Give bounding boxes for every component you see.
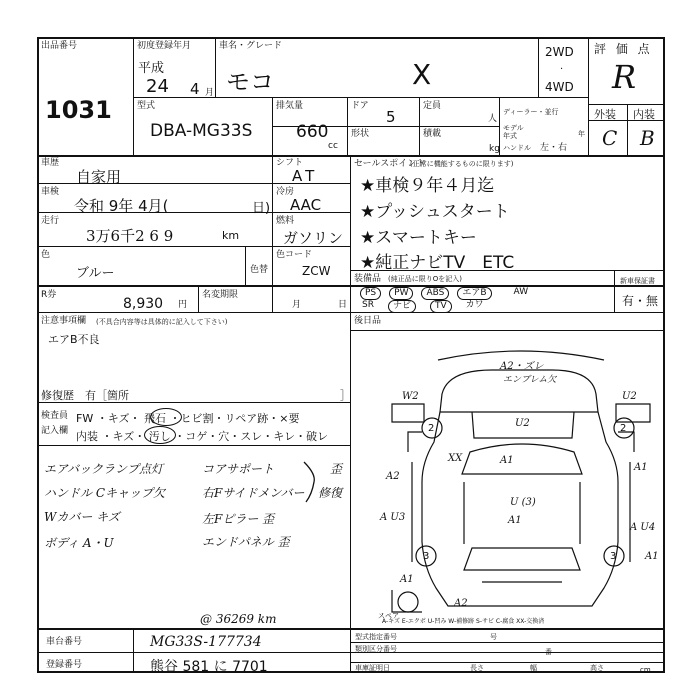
equipment-row-2 — [362, 300, 612, 313]
model-label: 型式 — [137, 101, 156, 111]
score-int-label: 内装 — [633, 108, 655, 121]
dmg-label-1: A2・ズレ — [500, 361, 544, 372]
mileage-unit: km — [222, 229, 240, 242]
reg-year: 24 — [146, 76, 169, 97]
hand-note-3: Wカバー キズ — [44, 510, 120, 524]
dmg-label-3: W2 — [402, 391, 419, 402]
mileage-value: 3万6千2 6 9 — [86, 227, 174, 245]
dmg-label-5: U2 — [515, 418, 530, 429]
capacity-label: 定員 — [423, 101, 442, 111]
chassis-label: 車台番号 — [46, 637, 83, 647]
width-label: 幅 — [530, 664, 537, 672]
dmg-label-12: U (3) — [510, 497, 536, 508]
hand-note-5: コアサポート — [202, 462, 275, 476]
dmg-label-16: 3 — [423, 551, 430, 562]
displacement-unit: cc — [328, 141, 338, 151]
car-name-label: 車名・グレード — [219, 41, 283, 51]
model-value: DBA-MG33S — [150, 121, 253, 141]
drive-4wd: 4WD — [545, 80, 574, 94]
score-ext: C — [602, 126, 618, 150]
notes-note: (不具合内容等は具体的に記入して下さい) — [96, 318, 228, 326]
circle-mark-dirty — [144, 426, 176, 444]
dmg-label-11: A2 — [386, 471, 400, 482]
suffix-go: 号 — [490, 633, 497, 641]
sales-point-2: ★プッシュスタート — [360, 202, 510, 222]
notes-label: 注意事項欄 — [41, 316, 87, 326]
dmg-label-20: A2 — [454, 598, 468, 609]
suffix-ban: 番 — [545, 648, 552, 656]
model-year-label: モデル 年式 — [503, 124, 524, 140]
dmg-label-15: A U4 — [630, 522, 656, 533]
height-label: 高さ — [590, 664, 604, 672]
drive-2wd: 2WD — [545, 45, 574, 59]
diagram-legend: A-キズ E-エクボ U-凹み W-補修跡 S-サビ C-腐食 XX-交換済 — [382, 618, 545, 625]
bracket-mark — [300, 460, 324, 504]
aircon-label: 冷房 — [276, 187, 295, 197]
reg-year-label: 初度登録年月 — [137, 41, 192, 51]
dmg-label-10: A1 — [500, 455, 514, 466]
sales-point-3: ★スマートキー — [360, 228, 477, 248]
fuel-value: ガソリン — [283, 229, 344, 247]
history-label: 車歴 — [41, 158, 60, 168]
chassis-value: MG33S-177734 — [150, 634, 262, 650]
recycle-value: 8,930 — [123, 296, 164, 312]
handle-label: ハンドル — [503, 144, 531, 152]
sales-point-4: ★純正ナビTV ETC — [360, 253, 515, 273]
model-year-unit: 年 — [578, 130, 585, 138]
dmg-label-9: A1 — [634, 462, 648, 473]
hand-note-6: 右Fサイドメンバー — [202, 486, 305, 500]
reg-month-unit: 月 — [205, 88, 215, 98]
dmg-label-13: A U3 — [380, 512, 406, 523]
equip-tv: TV — [430, 300, 452, 313]
dmg-label-18: A1 — [645, 551, 659, 562]
hand-note-1: エアバックランプ点灯 — [44, 462, 164, 476]
equip-sr: SR — [362, 300, 374, 310]
inspection-day: 日) — [252, 201, 271, 216]
equip-leather: カワ — [465, 300, 484, 310]
new-warranty: 有・無 — [622, 294, 659, 308]
inspection-label: 車検 — [41, 187, 60, 197]
odometer-note: @ 36269 km — [200, 612, 277, 626]
score-label: 評 価 点 — [594, 42, 653, 56]
shift-value: AT — [292, 167, 319, 185]
dmg-label-7: 2 — [620, 423, 627, 434]
after-label: 後日品 — [354, 316, 382, 326]
sales-points-note: (正常に機能するものに限ります) — [410, 160, 514, 168]
fuel-label: 燃料 — [276, 216, 295, 226]
color-code-label: 色コード — [276, 250, 313, 260]
doors-value: 5 — [386, 108, 396, 126]
hand-note-2: ハンドル Cキャップ欠 — [44, 486, 165, 500]
color-label: 色 — [41, 250, 51, 260]
mileage-label: 走行 — [41, 216, 60, 226]
inspector-row-2: 内装 ・キズ・ 汚し ・コゲ・穴・スレ・キレ・破レ — [76, 430, 329, 443]
hand-note-7: 左Fピラー 歪 — [202, 512, 275, 526]
hand-note-8: エンドパネル 歪 — [202, 535, 290, 549]
history-value: 自家用 — [76, 168, 122, 186]
reg-month: 4 — [190, 80, 200, 98]
color-change-label: 色替 — [250, 265, 269, 275]
lot-number: 1031 — [45, 96, 112, 124]
inspector-label-2: 記入欄 — [41, 426, 69, 436]
dmg-label-19: A1 — [400, 574, 414, 585]
displacement-label: 排気量 — [276, 101, 304, 111]
unit-cm: cm — [640, 666, 651, 674]
capacity-unit: 人 — [488, 114, 498, 124]
length-label: 長さ — [470, 664, 484, 672]
dmg-label-8: XX — [448, 453, 463, 464]
dmg-label-21: スペア — [378, 612, 399, 620]
class-number-label: 類別区分番号 — [355, 645, 397, 653]
equipment-row-1 — [360, 287, 610, 300]
equip-abs: ABS — [421, 287, 449, 300]
hand-note-10: 修復 — [318, 486, 343, 500]
dmg-label-14: A1 — [508, 515, 522, 526]
hand-note-9: 歪 — [330, 462, 343, 476]
inspector-row-1: FW ・キズ・ 飛石 ・ヒビ割・リペア跡・×要 — [76, 412, 300, 425]
repair-history: 修復歴 有［箇所 — [41, 389, 129, 402]
equip-airbag: エアB — [457, 287, 491, 300]
dmg-label-17: 3 — [610, 551, 617, 562]
inspection-value: 令和 9年 4月( — [74, 197, 169, 215]
dmg-label-6: 2 — [428, 423, 435, 434]
handle-value: 左・右 — [540, 143, 568, 153]
dmg-label-4: U2 — [622, 391, 637, 402]
load-label: 積載 — [423, 129, 442, 139]
equipment-note: (純正品に限りOを記入) — [388, 275, 462, 283]
displacement-value: 660 — [296, 122, 329, 142]
hand-note-4: ボディ A・U — [44, 536, 114, 550]
load-unit: kg — [489, 144, 500, 154]
score-value: R — [612, 58, 637, 96]
plate-value: 熊谷 581 に 7701 — [150, 659, 268, 675]
equip-navi: ナビ — [388, 300, 416, 313]
shape-label: 形状 — [351, 129, 370, 139]
new-warranty-label: 新車保証書 — [620, 277, 655, 285]
score-ext-label: 外装 — [594, 108, 616, 121]
type-designation-label: 型式指定番号 — [355, 633, 397, 641]
car-grade: X — [412, 58, 432, 91]
recycle-label: R券 — [41, 290, 57, 300]
color-value: ブルー — [76, 266, 115, 281]
equipment-label: 装備品 — [354, 274, 382, 284]
equip-pw: PW — [389, 287, 413, 300]
lot-label: 出品番号 — [41, 41, 78, 51]
notes-content: エアB不良 — [48, 333, 100, 346]
sales-points-label: セールスポイント — [354, 159, 426, 169]
dmg-label-2: エンブレム欠 — [503, 375, 557, 385]
garage-cert-label: 車庫証明日 — [355, 664, 390, 672]
equip-aw: AW — [513, 287, 529, 297]
reg-era: 平成 — [138, 61, 165, 76]
deadline-label: 名変期限 — [202, 290, 239, 300]
deadline-month: 月 — [292, 300, 302, 310]
aircon-value: AAC — [290, 196, 322, 214]
equip-ps: PS — [360, 287, 381, 300]
sales-point-1: ★車検９年４月迄 — [360, 176, 495, 196]
plate-label: 登録番号 — [46, 660, 83, 670]
inspector-label-1: 検査員 — [41, 411, 69, 421]
score-int: B — [640, 126, 655, 150]
color-code: ZCW — [302, 264, 331, 278]
doors-label: ドア — [351, 101, 369, 111]
recycle-unit: 円 — [178, 300, 188, 310]
circle-mark-chip — [150, 408, 182, 426]
dealer-label: ディーラー・並行 — [503, 108, 559, 116]
shift-label: シフト — [276, 158, 304, 168]
deadline-day: 日 — [338, 300, 348, 310]
car-name: モコ — [226, 68, 274, 96]
repair-close: ］ — [340, 389, 351, 402]
